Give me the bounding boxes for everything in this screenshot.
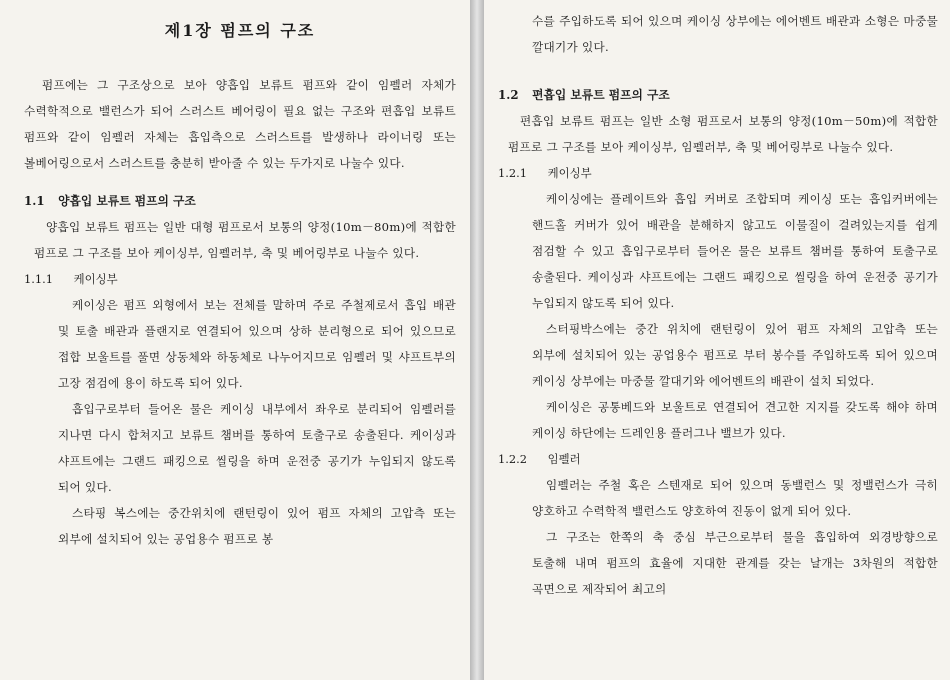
section-title: 양흡입 보류트 펌프의 구조: [58, 194, 196, 208]
impeller-paragraph-1: 임펠러는 주철 혹은 스텐재로 되어 있으며 동밸런스 및 정밸런스가 극히 양호하고 수력학적 밸런스도 양호하여 진동이 없게 되어 있다.: [532, 478, 938, 518]
casing-paragraph-3: 스타핑 복스에는 중간위치에 랜턴링이 있어 펌프 자체의 고압측 또는 외부에 설치되어 있는 공업용수 펌프로 봉: [58, 506, 456, 546]
impeller-paragraph-2: 그 구조는 한쪽의 축 중심 부근으로부터 물을 흡입하여 외경방향으로 토출해 내며 펌프의 효율에 지대한 관계를 갖는 날개는 3차원의 적합한 곡면으로 제작되어 최고의: [532, 530, 938, 596]
chapter-title: 제1장 펌프의 구조: [164, 21, 316, 40]
casing-paragraph-1: 케이싱에는 플레이트와 흡입 커버로 조합되며 케이싱 또는 흡입커버에는 핸드홀 커버가 있어 배관을 분해하지 않고도 이물질이 걸려있는지를 쉽게 점검할 수 있고 흡입구로부터 들어온 물은 보류트 챔버를 통하여 토출구로 송출된다. 케이싱과 샤프트에는 그랜드 패킹으로 씰링을 하여 운전중 공기가 누입되지 않도록 되어 있다.: [532, 192, 938, 310]
casing-paragraph-3: 케이싱은 공통베드와 보울트로 연결되어 견고한 지지를 갖도록 해야 하며 케이싱 하단에는 드레인용 플러그나 밸브가 있다.: [532, 400, 938, 440]
section-number: 1.2: [498, 88, 519, 102]
subsection-number: 1.2.2: [498, 452, 527, 466]
casing-paragraph-2: 스터핑박스에는 중간 위치에 랜턴링이 있어 펌프 자체의 고압측 또는 외부에 설치되어 있는 공업용수 펌프로 부터 봉수를 주입하도록 되어 있으며 케이싱 상부에는 마중물 깔대기와 에어벤트의 배관이 설치 되었다.: [532, 322, 938, 388]
subsection-title: 임펠러: [547, 452, 581, 466]
casing-paragraph-1: 케이싱은 펌프 외형에서 보는 전체를 말하며 주로 주철제로서 흡입 배관 및 토출 배관과 플랜지로 연결되어 있으며 상하 분리형으로 되어 있으므로 접합 보울트를 풀면 상동체와 하동체로 나누어지므로 임펠러 및 샤프트부의 고장 점검에 용이 하도록 되어 있다.: [58, 298, 456, 390]
section-1-2-heading: [498, 82, 938, 108]
section-1-2-text: 편흡입 보류트 펌프는 일반 소형 펌프로서 보통의 양정(10m－50m)에 적합한 펌프로 그 구조를 보아 케이싱부, 임펠러부, 축 및 베어링부로 나눌수 있다.: [508, 114, 938, 154]
section-1-1-heading: [24, 188, 456, 214]
subsection-number: 1.2.1: [498, 166, 527, 180]
right-page: [484, 0, 950, 680]
subsection-title: 케이싱부: [547, 166, 592, 180]
section-1-1-text: 양흡입 보류트 펌프는 일반 대형 펌프로서 보통의 양정(10m－80m)에 적합한 펌프로 그 구조를 보아 케이싱부, 임펠러부, 축 및 베어링부로 나눌수 있다.: [34, 220, 456, 260]
subsection-title: 케이싱부: [73, 272, 118, 286]
intro-paragraph: 펌프에는 그 구조상으로 보아 양흡입 보류트 펌프와 같이 임펠러 자체가 수력학적으로 밸런스가 되어 스러스트 베어링이 필요 없는 구조와 편흡입 보류트 펌프와 같이 임펠러 자체는 흡입측으로 스러스트를 발생하나 라이너링 또는 볼베어링으로서 스러스트를 충분히 받아줄 수 있는 두가지로 나눌수 있다.: [24, 78, 456, 170]
section-1-2-1-heading: [498, 160, 938, 186]
subsection-number: 1.1.1: [24, 272, 53, 286]
section-number: 1.1: [24, 194, 45, 208]
section-1-2-2-heading: [498, 446, 938, 472]
book-spine: [470, 0, 484, 680]
section-1-1-1-heading: [24, 266, 456, 292]
casing-paragraph-2: 흡입구로부터 들어온 물은 케이싱 내부에서 좌우로 분리되어 임펠러를 지나면 다시 합쳐지고 보류트 챔버를 통하여 토출구로 송출된다. 케이싱과 샤프트에는 그랜드 패킹으로 씰링을 하며 운전중 공기가 누입되지 않도록 되어 있다.: [58, 402, 456, 494]
section-title: 편흡입 보류트 펌프의 구조: [532, 88, 670, 102]
continued-text: 수를 주입하도록 되어 있으며 케이싱 상부에는 에어벤트 배관과 소형은 마중물 깔대기가 있다.: [532, 14, 938, 54]
left-page: [0, 0, 470, 680]
